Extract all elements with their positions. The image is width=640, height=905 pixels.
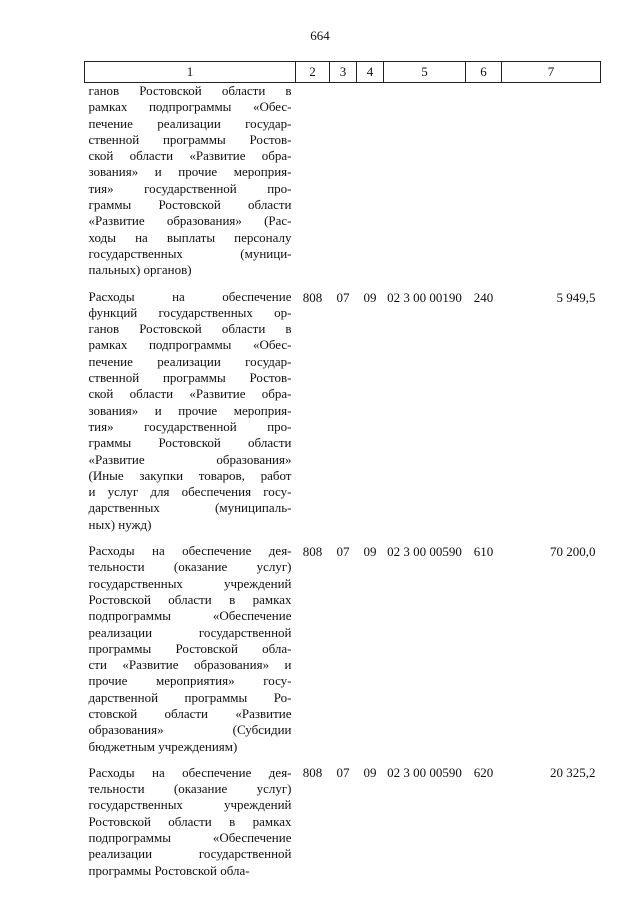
description-line: ственной программы Ростов- [88, 131, 292, 147]
row-description [85, 765, 296, 889]
table-row [85, 289, 601, 543]
table-row [85, 765, 601, 889]
table-row [85, 543, 601, 765]
description-line: образования» (Субсидии [88, 722, 292, 738]
description-line: зования» и прочие мероприя- [88, 164, 292, 180]
description-line: стовской области «Развитие [88, 705, 292, 721]
description-line: ской области «Развитие обра- [88, 386, 292, 402]
description-line: Расходы на обеспечение дея- [88, 764, 292, 780]
table-row [85, 83, 601, 289]
header-col-4: 4 [357, 62, 384, 83]
row-col-6 [466, 83, 502, 289]
description-line: дарственных (муниципаль- [88, 500, 292, 516]
row-col-7: 20 325,2 [550, 764, 596, 780]
description-line: ганов Ростовской области в [88, 321, 292, 337]
row-col-4: 09 [363, 544, 377, 560]
table-header-row [85, 62, 601, 83]
row-col-3: 07 [336, 764, 350, 780]
description-line: ганов Ростовской области в [88, 83, 292, 98]
description-line: зования» и прочие мероприя- [88, 402, 292, 418]
description-line: Расходы на обеспечение дея- [88, 543, 292, 559]
description-line: тельности (оказание услуг) [88, 781, 292, 797]
description-line: сти «Развитие образования» и [88, 657, 292, 673]
description-line: тельности (оказание услуг) [88, 559, 292, 575]
description-line: Расходы на обеспечение [88, 288, 292, 304]
row-col-2: 808 [302, 544, 323, 560]
row-description [85, 83, 296, 289]
row-col-5: 02 3 00 00190 [387, 289, 462, 305]
description-line: и услуг для обеспечения госу- [88, 484, 292, 500]
description-line: бюджетным учреждениям) [88, 738, 238, 754]
description-line: (Иные закупки товаров, работ [88, 467, 292, 483]
description-line: программы Ростовской обла- [88, 640, 292, 656]
header-col-2: 2 [296, 62, 330, 83]
row-col-6: 610 [473, 544, 494, 560]
description-line: подпрограммы «Обеспечение [88, 608, 292, 624]
header-col-3: 3 [330, 62, 357, 83]
description-line: Ростовской области в рамках [88, 591, 292, 607]
description-line: реализации государственной [88, 846, 292, 862]
row-description [85, 543, 296, 765]
description-line: ственной программы Ростов- [88, 370, 292, 386]
row-col-7 [502, 83, 601, 289]
description-line: тия» государственной про- [88, 180, 292, 196]
row-col-2: 808 [302, 289, 323, 305]
description-line: «Развитие образования» (Рас- [88, 213, 292, 229]
description-line: государственных (муници- [88, 245, 292, 261]
description-line: ской области «Развитие обра- [88, 148, 292, 164]
row-col-6: 240 [473, 289, 494, 305]
description-line: прочие мероприятия» госу- [88, 673, 292, 689]
row-col-3 [330, 83, 357, 289]
row-col-2 [296, 83, 330, 289]
header-col-7: 7 [502, 62, 601, 83]
row-col-3: 07 [336, 289, 350, 305]
description-line: печение реализации государ- [88, 353, 292, 369]
page-number: 664 [310, 28, 330, 43]
description-line: граммы Ростовской области [88, 197, 292, 213]
row-col-3: 07 [336, 544, 350, 560]
row-col-5: 02 3 00 00590 [387, 544, 462, 560]
description-line: ходы на выплаты персоналу [88, 229, 292, 245]
description-line: пальных) органов) [88, 262, 192, 278]
budget-table [84, 61, 601, 889]
description-line: печение реализации государ- [88, 115, 292, 131]
row-col-4: 09 [363, 289, 377, 305]
description-line: государственных учреждений [88, 575, 292, 591]
row-description [85, 289, 296, 543]
row-col-2: 808 [302, 764, 323, 780]
description-line: программы Ростовской обла- [88, 862, 250, 878]
header-col-1: 1 [85, 62, 296, 83]
description-line: граммы Ростовской области [88, 435, 292, 451]
header-col-5: 5 [384, 62, 466, 83]
row-col-4 [357, 83, 384, 289]
row-col-6: 620 [473, 764, 494, 780]
row-col-5: 02 3 00 00590 [387, 764, 462, 780]
row-col-7: 70 200,0 [550, 544, 596, 560]
description-line: Ростовской области в рамках [88, 813, 292, 829]
header-col-6: 6 [466, 62, 502, 83]
row-col-5 [384, 83, 466, 289]
description-line: рамках подпрограммы «Обес- [88, 337, 292, 353]
description-line: тия» государственной про- [88, 418, 292, 434]
description-line: дарственной программы Ро- [88, 689, 292, 705]
row-col-4: 09 [363, 764, 377, 780]
description-line: государственных учреждений [88, 797, 292, 813]
description-line: реализации государственной [88, 624, 292, 640]
description-line: подпрограммы «Обеспечение [88, 830, 292, 846]
description-line: «Развитие образования» [88, 451, 292, 467]
row-col-7: 5 949,5 [556, 289, 596, 305]
description-line: ных) нужд) [88, 516, 152, 532]
description-line: функций государственных ор- [88, 304, 292, 320]
description-line: рамках подпрограммы «Обес- [88, 99, 292, 115]
